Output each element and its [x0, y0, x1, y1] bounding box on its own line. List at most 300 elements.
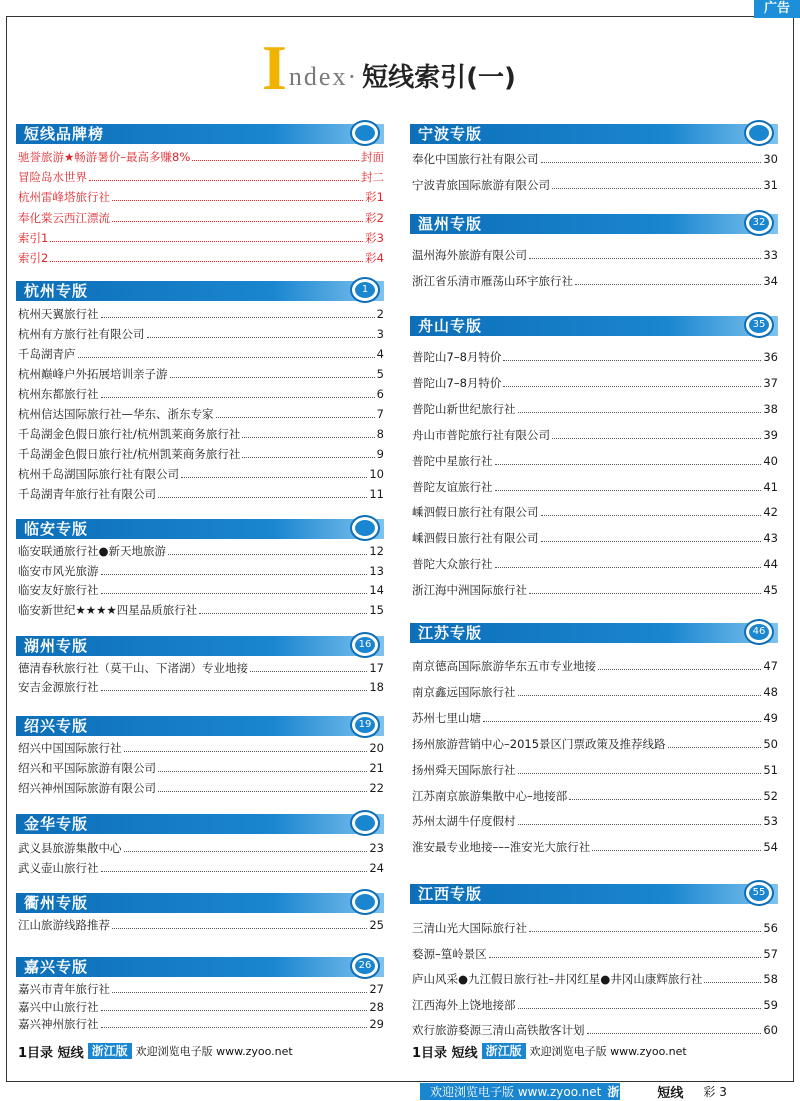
index-entry[interactable]: [18, 303, 384, 321]
section-title: 临安专版: [24, 520, 89, 538]
entry-page: 39: [763, 427, 778, 442]
entry-page: 4: [376, 347, 384, 361]
entry-page: 42: [763, 505, 778, 520]
dot-leader: [147, 337, 375, 338]
entry-page: 50: [763, 736, 778, 751]
footer-web[interactable]: 欢迎浏览电子版 www.zyoo.net: [135, 1045, 293, 1058]
dot-leader: [101, 1010, 368, 1011]
entry-page: 彩3: [365, 230, 384, 245]
section-badge-icon: [350, 120, 380, 146]
footer-web[interactable]: 欢迎浏览电子版 www.zyoo.net: [529, 1045, 687, 1058]
entry-title: 驰誉旅游★畅游暑价–最高多赚8%: [18, 150, 191, 164]
entry-title: 江苏南京旅游集散中心–地接部: [412, 788, 568, 803]
entry-title: 临安新世纪★★★★四星品质旅行社: [18, 603, 198, 618]
entry-title: 婺源–篁岭景区: [412, 946, 487, 961]
section-badge-icon: [350, 277, 380, 303]
entry-title: 嵊泗假日旅行社有限公司: [412, 531, 539, 546]
section-badge-icon: [744, 880, 774, 906]
entry-title: 杭州巅峰户外拓展培训亲子游: [18, 367, 168, 381]
footer-edition: 浙江版: [88, 1043, 132, 1059]
section-header: [410, 214, 778, 234]
entry-page: 18: [369, 680, 384, 694]
section-header: [16, 281, 384, 301]
entry-page: 41: [763, 479, 778, 494]
index-entry[interactable]: [18, 1013, 384, 1031]
index-entry[interactable]: [18, 403, 384, 421]
index-entry[interactable]: [412, 733, 778, 751]
entry-title: 嵊泗假日旅行社有限公司: [412, 505, 539, 520]
entry-title: 杭州千岛湖国际旅行社有限公司: [18, 467, 179, 481]
page-footer-edition: 浙江版: [607, 1085, 644, 1099]
entry-page: 36: [763, 350, 778, 364]
dot-leader: [101, 574, 368, 575]
entry-page: 31: [763, 178, 778, 192]
section-badge-icon: [350, 515, 380, 541]
index-entry[interactable]: [18, 737, 384, 755]
index-entry[interactable]: [18, 579, 384, 597]
dot-leader: [78, 357, 375, 358]
dot-leader: [541, 515, 762, 516]
section-title: 金华专版: [24, 815, 89, 833]
section-header: [16, 957, 384, 977]
index-entry[interactable]: [412, 917, 778, 935]
entry-title: 普陀山新世纪旅行社: [412, 401, 516, 416]
right-column-footer: [412, 1043, 687, 1059]
entry-page: 47: [763, 659, 778, 673]
section-header: [16, 893, 384, 913]
entry-page: 33: [763, 248, 778, 262]
index-entry[interactable]: [412, 943, 778, 961]
dot-leader: [592, 850, 761, 851]
index-entry[interactable]: [18, 227, 384, 245]
dot-leader: [101, 593, 368, 594]
entry-title: 千岛湖金色假日旅行社/杭州凯莱商务旅行社: [18, 427, 241, 441]
dot-leader: [518, 695, 762, 696]
section-title: 短线品牌榜: [24, 125, 105, 143]
entry-title: 淮安最专业地接–––淮安光大旅行社: [412, 840, 591, 855]
index-entry[interactable]: [412, 707, 778, 725]
entry-title: 奉化棠云西江漂流: [18, 210, 110, 225]
entry-page: 7: [376, 407, 384, 421]
dot-leader: [495, 490, 762, 491]
index-entry[interactable]: [412, 579, 778, 597]
section-start-page: 26: [355, 958, 375, 974]
index-entry[interactable]: [18, 657, 384, 675]
index-entry[interactable]: [412, 424, 778, 442]
entry-title: 武义县旅游集散中心: [18, 841, 122, 855]
dot-leader: [541, 541, 762, 542]
entry-title: 温州海外旅游有限公司: [412, 248, 527, 262]
section-title: 绍兴专版: [24, 717, 89, 735]
entry-page: 2: [376, 307, 384, 321]
section-start-page: 16: [355, 637, 375, 653]
entry-title: 三清山光大国际旅行社: [412, 921, 527, 935]
entry-page: 44: [763, 557, 778, 572]
index-entry[interactable]: [412, 270, 778, 288]
index-entry[interactable]: [18, 146, 384, 164]
entry-page: 8: [376, 427, 384, 441]
title-cn: 短线索引(一): [362, 63, 516, 93]
index-entry[interactable]: [18, 676, 384, 694]
index-entry[interactable]: [18, 323, 384, 341]
entry-title: 扬州旅游营销中心–2015景区门票政策及推荐线路: [412, 736, 666, 751]
right-column: [410, 0, 780, 1100]
entry-title: 千岛湖青年旅行社有限公司: [18, 487, 156, 501]
entry-title: 嘉兴神州旅行社: [18, 1017, 99, 1031]
entry-page: 20: [369, 741, 384, 755]
entry-title: 江西海外上饶地接部: [412, 997, 516, 1012]
entry-title: 德清春秋旅行社（莫干山、下渚湖）专业地接: [18, 661, 248, 675]
index-entry[interactable]: [18, 463, 384, 481]
dot-leader: [112, 992, 367, 993]
dot-leader: [112, 928, 367, 929]
section-badge-icon: [744, 210, 774, 236]
section-title: 衢州专版: [24, 894, 89, 912]
index-entry[interactable]: [18, 423, 384, 441]
dot-leader: [495, 464, 762, 465]
dot-leader: [181, 477, 367, 478]
dot-leader: [518, 773, 762, 774]
dot-leader: [101, 317, 375, 318]
entry-page: 27: [369, 982, 384, 996]
entry-page: 59: [763, 997, 778, 1012]
entry-title: 临安联通旅行社●新天地旅游: [18, 544, 167, 558]
dot-leader: [170, 377, 375, 378]
dot-leader: [503, 360, 761, 361]
dot-leader: [518, 1008, 762, 1009]
index-entry[interactable]: [412, 759, 778, 777]
index-entry[interactable]: [412, 810, 778, 828]
dot-leader: [495, 567, 762, 568]
entry-title: 杭州雷峰塔旅行社: [18, 190, 110, 205]
index-entry[interactable]: [412, 174, 778, 192]
entry-page: 54: [763, 840, 778, 855]
entry-page: 14: [369, 583, 384, 598]
index-entry[interactable]: [412, 527, 778, 545]
index-entry[interactable]: [412, 681, 778, 699]
entry-page: 15: [369, 603, 384, 618]
entry-title: 索引1: [18, 230, 49, 245]
dot-leader: [101, 871, 368, 872]
dot-leader: [242, 457, 374, 458]
entry-page: 11: [369, 487, 384, 501]
index-entry[interactable]: [18, 757, 384, 775]
section-title: 江苏专版: [418, 624, 483, 642]
entry-page: 10: [369, 467, 384, 481]
entry-title: 普陀山7–8月特价: [412, 350, 502, 364]
dot-leader: [704, 982, 761, 983]
entry-title: 杭州有方旅行社有限公司: [18, 327, 145, 341]
dot-leader: [112, 221, 363, 222]
section-title: 江西专版: [418, 885, 483, 903]
entry-title: 普陀中星旅行社: [412, 453, 493, 468]
section-title: 湖州专版: [24, 637, 89, 655]
entry-page: 23: [369, 841, 384, 855]
entry-page: 彩4: [365, 251, 384, 265]
section-start-page: [749, 125, 769, 141]
index-entry[interactable]: [412, 836, 778, 854]
entry-title: 普陀大众旅行社: [412, 557, 493, 572]
entry-page: 52: [763, 788, 778, 803]
dot-leader: [216, 417, 375, 418]
index-entry[interactable]: [18, 978, 384, 996]
page-footer-section: 短线: [657, 1086, 684, 1101]
dot-leader: [199, 613, 367, 614]
dot-leader: [50, 261, 363, 262]
dot-leader: [483, 721, 761, 722]
entry-page: 51: [763, 762, 778, 777]
entry-page: 57: [763, 946, 778, 961]
index-entry[interactable]: [412, 148, 778, 166]
section-header: [16, 636, 384, 656]
section-header: [410, 124, 778, 144]
entry-page: 60: [763, 1023, 778, 1037]
index-entry[interactable]: [412, 655, 778, 673]
entry-page: 彩1: [365, 190, 384, 205]
page-footer: [0, 1082, 800, 1100]
dot-leader: [112, 200, 363, 201]
section-badge-icon: [350, 889, 380, 915]
entry-page: 彩2: [365, 210, 384, 225]
index-entry[interactable]: [18, 483, 384, 501]
index-entry[interactable]: [18, 996, 384, 1014]
entry-title: 舟山市普陀旅行社有限公司: [412, 427, 550, 442]
dot-leader: [552, 438, 761, 439]
section-badge-icon: [350, 632, 380, 658]
left-column: [16, 0, 386, 1100]
entry-page: 3: [376, 327, 384, 341]
section-header: [16, 814, 384, 834]
section-header: [410, 623, 778, 643]
dot-leader: [587, 1033, 762, 1034]
index-entry[interactable]: [412, 476, 778, 494]
footer-catalog: 1目录 短线: [18, 1045, 84, 1061]
index-entry[interactable]: [412, 450, 778, 468]
entry-title: 临安市风光旅游: [18, 563, 99, 578]
page-number: 彩 3: [703, 1085, 727, 1099]
dot-leader: [529, 593, 761, 594]
section-title: 嘉兴专版: [24, 958, 89, 976]
entry-page: 25: [369, 918, 384, 932]
index-entry[interactable]: [412, 994, 778, 1012]
dot-leader: [242, 437, 374, 438]
ad-tag: 广告: [754, 0, 800, 18]
dot-leader: [101, 397, 375, 398]
entry-title: 嘉兴市青年旅行社: [18, 982, 110, 996]
section-title: 舟山专版: [418, 317, 483, 335]
dot-leader: [518, 824, 762, 825]
section-header: [16, 716, 384, 736]
section-start-page: 19: [355, 717, 375, 733]
entry-page: 53: [763, 814, 778, 829]
entry-title: 千岛湖金色假日旅行社/杭州凯莱商务旅行社: [18, 447, 241, 461]
left-column-footer: [18, 1043, 293, 1059]
index-entry[interactable]: [18, 837, 384, 855]
entry-title: 江山旅游线路推荐: [18, 918, 110, 932]
entry-title: 扬州舜天国际旅行社: [412, 762, 516, 777]
index-entry[interactable]: [412, 968, 778, 986]
entry-title: 浙江海中洲国际旅行社: [412, 583, 527, 598]
entry-title: 临安友好旅行社: [18, 583, 99, 598]
entry-title: 苏州七里山塘: [412, 710, 481, 725]
dot-leader: [518, 412, 762, 413]
entry-title: 普陀山7–8月特价: [412, 375, 502, 390]
title-initial: I: [262, 32, 287, 103]
entry-page: 9: [376, 447, 384, 461]
dot-leader: [158, 771, 367, 772]
dot-leader: [101, 1027, 368, 1028]
entry-title: 安吉金源旅行社: [18, 680, 99, 694]
section-header: [16, 124, 384, 144]
entry-page: 38: [763, 401, 778, 416]
dot-leader: [124, 751, 368, 752]
entry-page: 29: [369, 1017, 384, 1031]
entry-page: 6: [376, 387, 384, 401]
section-header: [16, 519, 384, 539]
entry-title: 庐山风采●九江假日旅行社–井冈红星●井冈山康辉旅行社: [412, 972, 703, 986]
entry-page: 30: [763, 152, 778, 166]
entry-page: 37: [763, 375, 778, 390]
index-entry[interactable]: [18, 247, 384, 265]
dot-leader: [158, 791, 367, 792]
entry-title: 奉化中国旅行社有限公司: [412, 152, 539, 166]
index-entry[interactable]: [412, 553, 778, 571]
entry-title: 绍兴中国国际旅行社: [18, 741, 122, 755]
entry-page: 17: [369, 661, 384, 675]
section-badge-icon: [350, 810, 380, 836]
entry-title: 冒险岛水世界: [18, 170, 87, 185]
entry-page: 49: [763, 710, 778, 725]
section-badge-icon: [744, 619, 774, 645]
section-start-page: 32: [749, 215, 769, 231]
index-entry[interactable]: [412, 346, 778, 364]
section-start-page: 1: [355, 282, 375, 298]
entry-page: 12: [369, 544, 384, 558]
section-start-page: [355, 125, 375, 141]
entry-title: 南京德高国际旅游华东五市专业地接: [412, 659, 596, 673]
entry-title: 千岛湖青庐: [18, 347, 76, 361]
entry-title: 杭州信达国际旅行社—华东、浙东专家: [18, 407, 214, 421]
entry-page: 28: [369, 999, 384, 1014]
index-entry[interactable]: [18, 186, 384, 204]
entry-page: 43: [763, 531, 778, 546]
dot-leader: [158, 497, 367, 498]
section-start-page: 35: [749, 317, 769, 333]
dot-leader: [50, 241, 363, 242]
index-entry[interactable]: [412, 398, 778, 416]
index-entry[interactable]: [412, 244, 778, 262]
entry-title: 嘉兴中山旅行社: [18, 999, 99, 1014]
index-entry[interactable]: [18, 540, 384, 558]
section-title: 宁波专版: [418, 125, 483, 143]
entry-page: 45: [763, 583, 778, 598]
section-badge-icon: [350, 953, 380, 979]
entry-title: 武义壶山旅行社: [18, 860, 99, 875]
entry-title: 宁波青旅国际旅游有限公司: [412, 178, 550, 192]
index-entry[interactable]: [18, 383, 384, 401]
index-entry[interactable]: [18, 777, 384, 795]
dot-leader: [101, 690, 368, 691]
entry-title: 绍兴神州国际旅游有限公司: [18, 781, 156, 795]
index-entry[interactable]: [18, 207, 384, 225]
title-rest: ndex·: [288, 62, 359, 91]
index-entry[interactable]: [18, 599, 384, 617]
index-entry[interactable]: [18, 560, 384, 578]
dot-leader: [503, 386, 761, 387]
entry-page: 22: [369, 781, 384, 795]
entry-page: 21: [369, 761, 384, 775]
dot-leader: [489, 957, 762, 958]
section-title: 温州专版: [418, 215, 483, 233]
dot-leader: [124, 851, 368, 852]
entry-title: 索引2: [18, 251, 49, 265]
index-entry[interactable]: [412, 501, 778, 519]
section-header: [410, 884, 778, 904]
entry-title: 南京鑫远国际旅行社: [412, 684, 516, 699]
section-badge-icon: [744, 120, 774, 146]
entry-title: 杭州天翼旅行社: [18, 307, 99, 321]
index-entry[interactable]: [18, 343, 384, 361]
entry-title: 欢行旅游婺源三清山高铁散客计划: [412, 1023, 585, 1037]
entry-page: 24: [369, 860, 384, 875]
section-start-page: [355, 815, 375, 831]
dot-leader: [192, 160, 359, 161]
entry-title: 浙江省乐清市雁荡山环宇旅行社: [412, 274, 573, 288]
section-start-page: [355, 894, 375, 910]
footer-catalog: 1目录 短线: [412, 1045, 478, 1061]
page-footer-web[interactable]: 欢迎浏览电子版 www.zyoo.net: [430, 1085, 602, 1099]
entry-page: 13: [369, 563, 384, 578]
index-entry[interactable]: [18, 166, 384, 184]
entry-page: 56: [763, 921, 778, 935]
section-start-page: [355, 520, 375, 536]
index-entry[interactable]: [412, 372, 778, 390]
dot-leader: [575, 284, 761, 285]
dot-leader: [569, 799, 761, 800]
index-entry[interactable]: [412, 785, 778, 803]
entry-page: 58: [763, 972, 778, 986]
index-entry[interactable]: [412, 1019, 778, 1037]
index-entry[interactable]: [18, 363, 384, 381]
entry-page: 48: [763, 684, 778, 699]
dot-leader: [668, 747, 762, 748]
section-badge-icon: [350, 712, 380, 738]
entry-title: 普陀友谊旅行社: [412, 479, 493, 494]
dot-leader: [529, 258, 761, 259]
dot-leader: [529, 931, 761, 932]
section-badge-icon: [744, 312, 774, 338]
index-entry[interactable]: [18, 443, 384, 461]
section-title: 杭州专版: [24, 282, 89, 300]
dot-leader: [598, 669, 761, 670]
index-entry[interactable]: [18, 857, 384, 875]
entry-page: 40: [763, 453, 778, 468]
entry-page: 封面: [361, 150, 384, 164]
entry-page: 34: [763, 274, 778, 288]
section-start-page: 55: [749, 885, 769, 901]
index-entry[interactable]: [18, 914, 384, 932]
footer-edition: 浙江版: [482, 1043, 526, 1059]
entry-page: 5: [376, 367, 384, 381]
entry-title: 杭州东都旅行社: [18, 387, 99, 401]
dot-leader: [89, 180, 359, 181]
dot-leader: [552, 188, 761, 189]
section-header: [410, 316, 778, 336]
dot-leader: [250, 671, 367, 672]
dot-leader: [541, 162, 762, 163]
entry-title: 苏州太湖牛仔度假村: [412, 814, 516, 829]
dot-leader: [168, 554, 367, 555]
